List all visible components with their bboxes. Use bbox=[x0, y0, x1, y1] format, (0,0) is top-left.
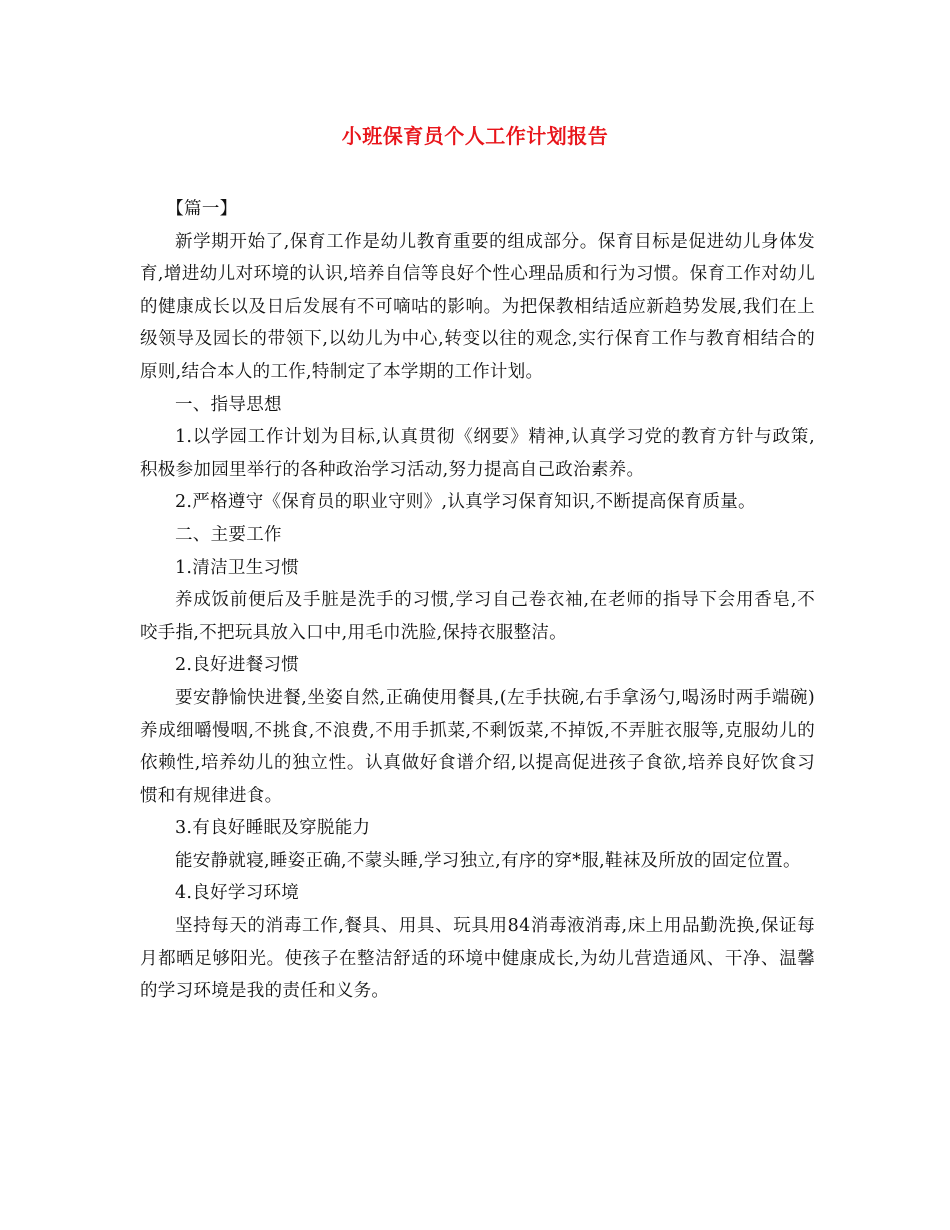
subheading-environment: 4.良好学习环境 bbox=[175, 883, 300, 904]
subheading-eating: 2.良好进餐习惯 bbox=[175, 655, 300, 676]
heading-guiding-thought: 一、指导思想 bbox=[175, 394, 282, 415]
paragraph-sleep: 能安静就寝,睡姿正确,不蒙头睡,学习独立,有序的穿*服,鞋袜及所放的固定位置。 bbox=[175, 850, 801, 871]
subheading-sleep: 3.有良好睡眠及穿脱能力 bbox=[175, 818, 371, 839]
paragraph-hygiene: 养成饭前便后及手脏是洗手的习惯,学习自己卷衣袖,在老师的指导下会用香皂,不咬手指,不把玩具放入口中,用毛巾洗脸,保持衣服整洁。 bbox=[140, 590, 815, 643]
paragraph-environment: 坚持每天的消毒工作,餐具、用具、玩具用84消毒液消毒,床上用品勤洗换,保证每月都晒足够阳光。使孩子在整洁舒适的环境中健康成长,为幼儿营造通风、干净、温馨的学习环境是我的责任和义务。 bbox=[140, 916, 815, 1002]
document-body bbox=[140, 193, 815, 1008]
section-label: 【篇一】 bbox=[166, 199, 238, 219]
paragraph-item-2: 2.严格遵守《保育员的职业守则》,认真学习保育知识,不断提高保育质量。 bbox=[175, 492, 756, 513]
paragraph-eating: 要安静愉快进餐,坐姿自然,正确使用餐具,(左手扶碗,右手拿汤勺,喝汤时两手端碗)养成细嚼慢咽,不挑食,不浪费,不用手抓菜,不剩饭菜,不掉饭,不弄脏衣服等,克服幼儿的依赖性,培养幼儿的独立性。认真做好食谱介绍,以提高促进孩子食欲,培养良好饮食习惯和有规律进食。 bbox=[140, 687, 815, 806]
subheading-hygiene: 1.清洁卫生习惯 bbox=[175, 557, 300, 578]
paragraph-item-1: 1.以学园工作计划为目标,认真贯彻《纲要》精神,认真学习党的教育方针与政策,积极参加园里举行的各种政治学习活动,努力提高自己政治素养。 bbox=[140, 427, 815, 480]
intro-paragraph: 新学期开始了,保育工作是幼儿教育重要的组成部分。保育目标是促进幼儿身体发育,增进幼儿对环境的认识,培养自信等良好个性心理品质和行为习惯。保育工作对幼儿的健康成长以及日后发展有不可嘀咕的影响。为把保教相结适应新趋势发展,我们在上级领导及园长的带领下,以幼儿为中心,转变以往的观念,实行保育工作与教育相结合的原则,结合本人的工作,特制定了本学期的工作计划。 bbox=[140, 231, 815, 382]
heading-main-work: 二、主要工作 bbox=[175, 524, 282, 545]
document-title: 小班保育员个人工作计划报告 bbox=[341, 124, 609, 148]
